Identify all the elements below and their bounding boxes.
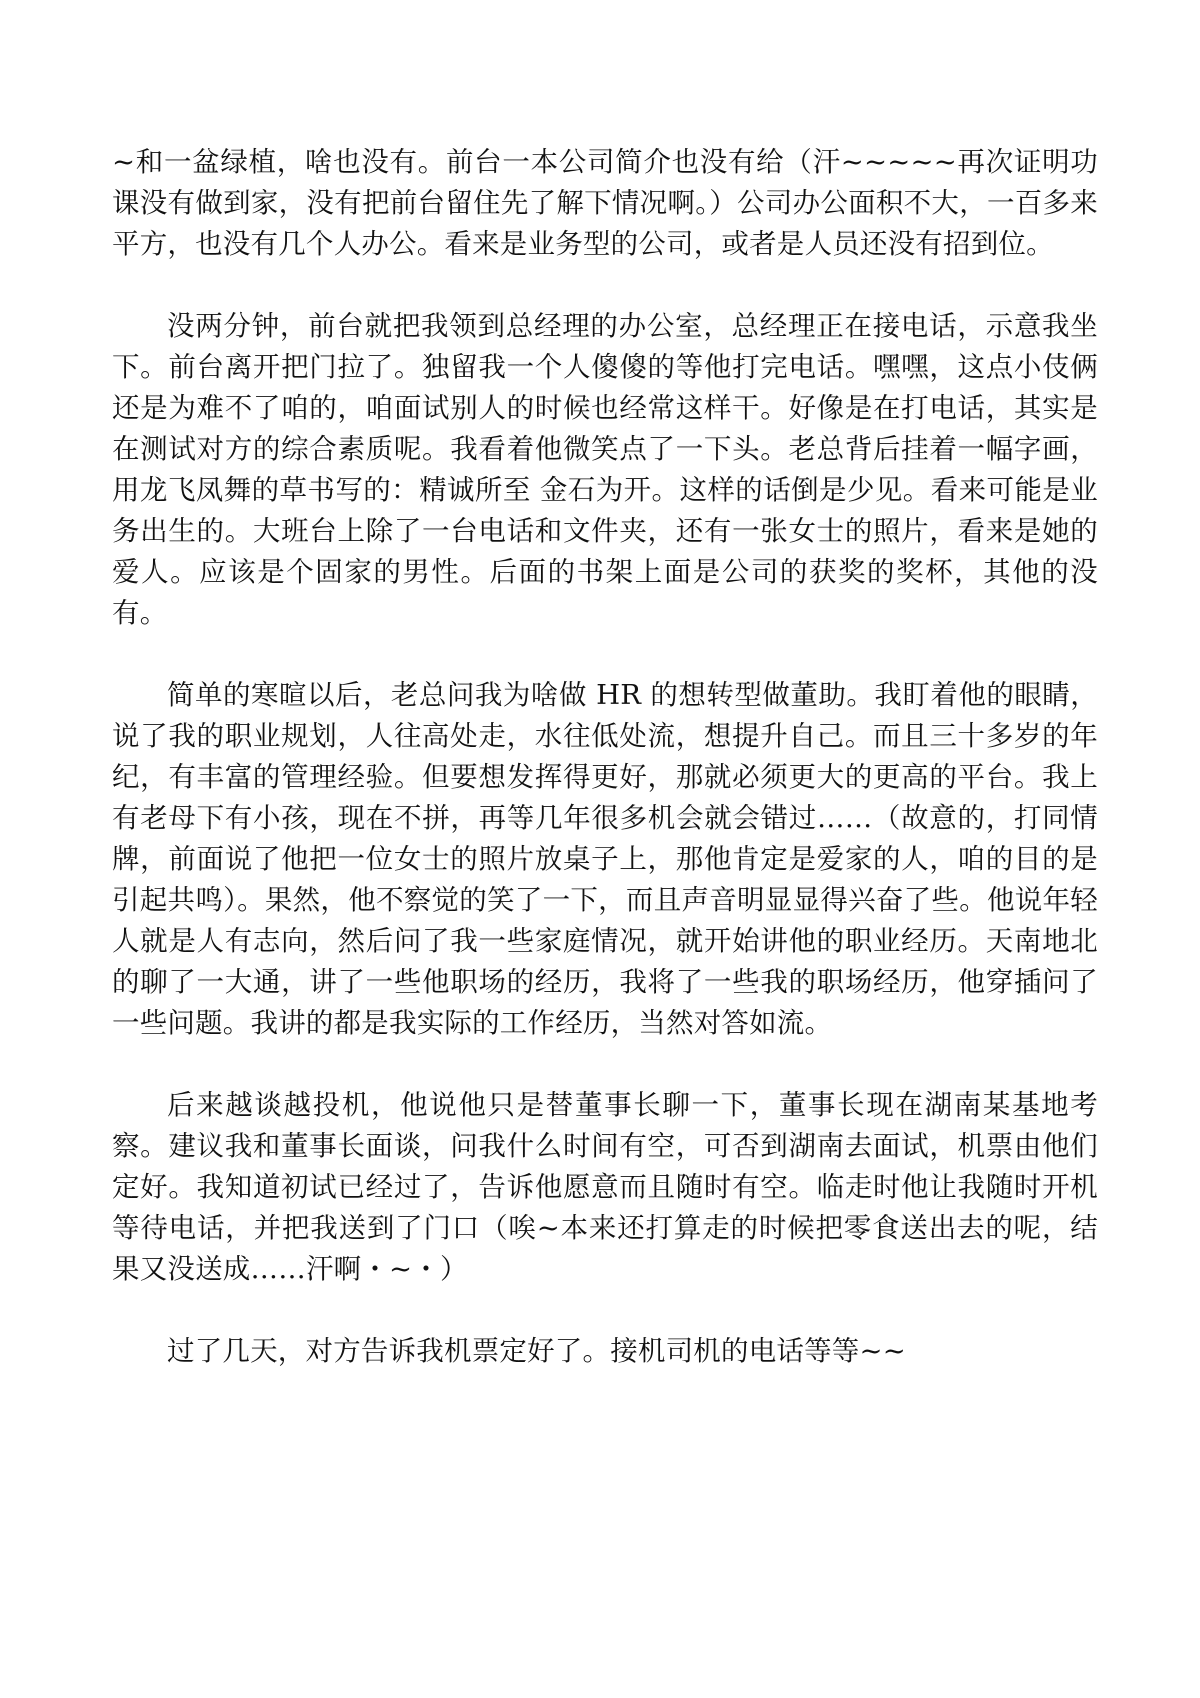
paragraph-4: 后来越谈越投机，他说他只是替董事长聊一下，董事长现在湖南某基地考察。建议我和董事长面谈，问我什么时间有空，可否到湖南去面试，机票由他们定好。我知道初试已经过了，告诉他愿意而且随时有空。临走时他让我随时开机等待电话，并把我送到了门口（唉~本来还打算走的时候把零食送出去的呢，结果又没送成……汗啊・~・） (112, 1089, 1098, 1285)
paragraph-5: 过了几天，对方告诉我机票定好了。接机司机的电话等等~~ (167, 1335, 906, 1367)
paragraph-3: 简单的寒暄以后，老总问我为啥做 HR 的想转型做董助。我盯着他的眼睛，说了我的职业规划，人往高处走，水往低处流，想提升自己。而且三十多岁的年纪，有丰富的管理经验。但要想发挥得更好，那就必须更大的更高的平台。我上有老母下有小孩，现在不拼，再等几年很多机会就会错过……（故意的，打同情牌，前面说了他把一位女士的照片放桌子上，那他肯定是爱家的人，咱的目的是引起共鸣）。果然，他不察觉的笑了一下，而且声音明显显得兴奋了些。他说年轻人就是人有志向，然后问了我一些家庭情况，就开始讲他的职业经历。天南地北的聊了一大通，讲了一些他职场的经历，我将了一些我的职场经历，他穿插问了一些问题。我讲的都是我实际的工作经历，当然对答如流。 (112, 679, 1098, 1039)
document-body (112, 142, 1098, 1413)
paragraph-2: 没两分钟，前台就把我领到总经理的办公室，总经理正在接电话，示意我坐下。前台离开把门拉了。独留我一个人傻傻的等他打完电话。嘿嘿，这点小伎俩还是为难不了咱的，咱面试别人的时候也经常这样干。好像是在打电话，其实是在测试对方的综合素质呢。我看着他微笑点了一下头。老总背后挂着一幅字画，用龙飞凤舞的草书写的：精诚所至 金石为开。这样的话倒是少见。看来可能是业务出生的。大班台上除了一台电话和文件夹，还有一张女士的照片，看来是她的爱人。应该是个固家的男性。后面的书架上面是公司的获奖的奖杯，其他的没有。 (112, 310, 1098, 629)
paragraph-1: ~和一盆绿植，啥也没有。前台一本公司简介也没有给（汗~~~~~再次证明功课没有做到家，没有把前台留住先了解下情况啊。）公司办公面积不大，一百多来平方，也没有几个人办公。看来是业务型的公司，或者是人员还没有招到位。 (112, 146, 1098, 260)
